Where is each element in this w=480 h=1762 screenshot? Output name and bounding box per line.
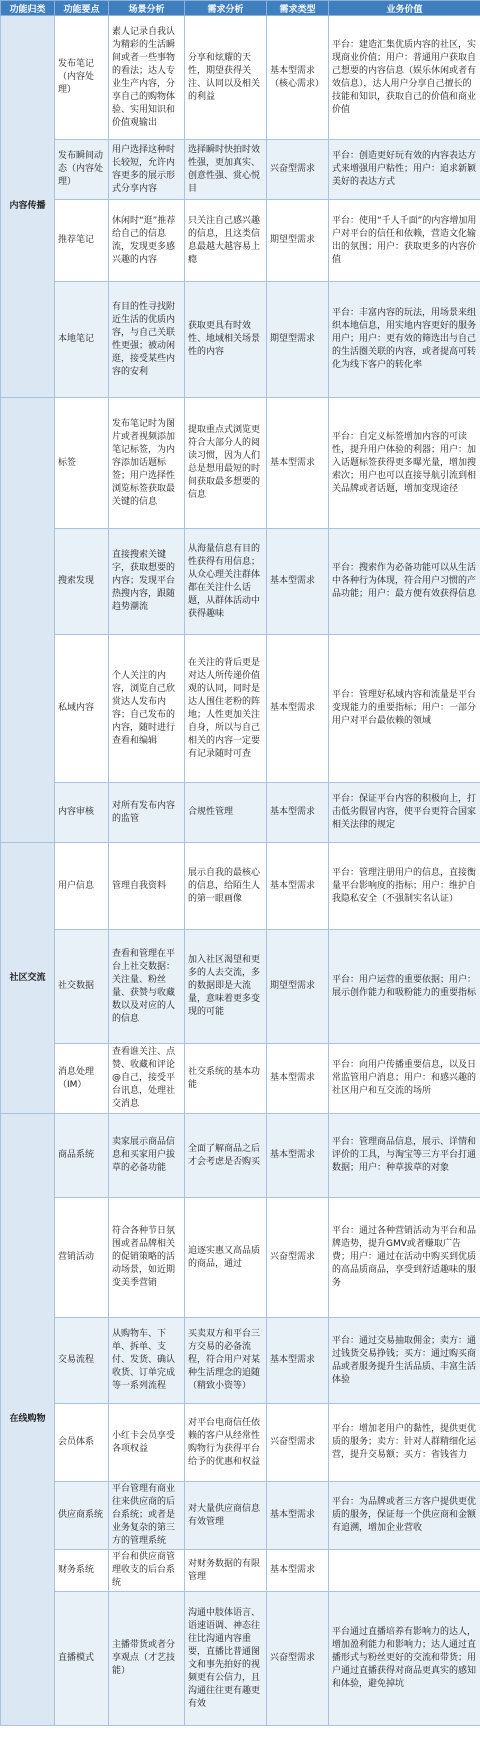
need-cell: 提取重点式浏览更符合大部分人的阅读习惯，因为人们总是想用最短的时间获取最多想要的信息 bbox=[185, 398, 267, 529]
type-cell: 兴奋型需求 bbox=[267, 1404, 329, 1482]
value-cell: 平台：丰富内容的玩法，用场景来组织本地信息，用实地内容更好的服务用户；用户：更有效的筛选出与自己的生活圈关联的内容，或者提高可转化为线下客户的转化率 bbox=[329, 282, 480, 398]
need-cell: 在关注的背后更是对达人所传递价值观的认同，同时是达人围住老粉的阵地；人性更加关注自身，所以与自己相关的内容一定要有记录随时可查 bbox=[185, 635, 267, 783]
header-point: 功能要点 bbox=[55, 1, 109, 16]
need-cell: 加入社区渴望和更多的人去交流，多的数据即是大流量，意味着更多变现的可能 bbox=[185, 930, 267, 1044]
point-cell: 直播模式 bbox=[55, 1592, 109, 1726]
table-row bbox=[1, 635, 480, 783]
type-cell: 基本型需求 bbox=[267, 1550, 329, 1592]
point-cell: 营销活动 bbox=[55, 1198, 109, 1318]
point-cell: 交易流程 bbox=[55, 1318, 109, 1404]
table-row bbox=[1, 200, 480, 282]
point-cell: 私域内容 bbox=[55, 635, 109, 783]
table-row bbox=[1, 1404, 480, 1482]
point-cell: 搜索发现 bbox=[55, 529, 109, 635]
need-cell: 只关注自己感兴趣的信息，且这类信息最越大越容易上瘾 bbox=[185, 200, 267, 282]
table-row bbox=[1, 1482, 480, 1550]
scene-cell: 查看和管理在平台上社交数据：关注量、粉丝量、获赞与收藏数以及对应的人的信息 bbox=[109, 930, 185, 1044]
need-cell: 买卖双方和平台三方交易的必备流程，符合用户对某种生活理念的追随（精致小资等） bbox=[185, 1318, 267, 1404]
header-need: 需求分析 bbox=[185, 1, 267, 16]
value-cell: 平台通过直播培养有影响力的达人，增加盈利能力和影响力；达人通过直播形式与粉丝更好的交流和带货；用户通过直播获得对商品更真实的感知和体验，避免掉坑 bbox=[329, 1592, 480, 1726]
scene-cell: 个人关注的内容，浏览自己欣赏达人发布内容；自己发布的内容，随时进行查看和编辑 bbox=[109, 635, 185, 783]
scene-cell: 有目的性寻找附近生活的优质内容，与自己关联性更强；被动闲逛，接受某些内容的安利 bbox=[109, 282, 185, 398]
type-cell: 基本型需求 bbox=[267, 783, 329, 843]
table-row bbox=[1, 282, 480, 398]
scene-cell: 用户选择这种时长较短，允许内容更多的展示形式分享内容 bbox=[109, 140, 185, 200]
type-cell: 兴奋型需求 bbox=[267, 140, 329, 200]
need-cell: 追逐实惠又高品质的商品，通过 bbox=[185, 1198, 267, 1318]
value-cell: 平台：管理商品信息，展示、详情和评价的工具，与淘宝等三方平台打通数据；用户：种草拔草的对象 bbox=[329, 1114, 480, 1198]
table-row bbox=[1, 398, 480, 529]
table-row bbox=[1, 1044, 480, 1114]
table-row bbox=[1, 1550, 480, 1592]
type-cell: 基本型需求 bbox=[267, 1482, 329, 1550]
scene-cell: 对所有发布内容的监管 bbox=[109, 783, 185, 843]
type-cell: 期望型需求 bbox=[267, 930, 329, 1044]
need-cell: 对平台电商信任依赖的客户从经常性购物行为获得平台给予的优惠和权益 bbox=[185, 1404, 267, 1482]
value-cell: 平台：向用户传播重要信息，以及日常监管用户消息；用户：和感兴趣的社区用户和互交流的场所 bbox=[329, 1044, 480, 1114]
value-cell: 平台：搜索作为必备功能可以从生活中各种行为体现，符合用户习惯的产品功能；用户：最方便有效获得信息 bbox=[329, 529, 480, 635]
header-row bbox=[1, 1, 480, 16]
table-row bbox=[1, 1592, 480, 1726]
point-cell: 内容审核 bbox=[55, 783, 109, 843]
need-cell: 沟通中肢体语言、语速语调、神态往往比沟通内容重要，直播比普通图文和事先拍好的视频更有公信力，且沟通往往更有趣更有效 bbox=[185, 1592, 267, 1726]
value-cell: 平台：建造汇集优质内容的社区，实现商业价值；用户：普通用户获取自己想要的内容信息（娱乐休闲或者有效信息），达人用户分享自己擅长的技能和知识，获取自己的价值和商业价值 bbox=[329, 16, 480, 140]
type-cell: 基本型需求（核心需求） bbox=[267, 16, 329, 140]
scene-cell: 素人记录自我认为精彩的生活瞬间或者一些事物的看法；达人专业生产内容，分享自己的购物体验、实用知识和价值观输出 bbox=[109, 16, 185, 140]
table-row bbox=[1, 140, 480, 200]
need-cell: 对财务数据的有限管理 bbox=[185, 1550, 267, 1592]
table-row bbox=[1, 16, 480, 140]
table-row bbox=[1, 783, 480, 843]
table-row bbox=[1, 529, 480, 635]
table-row bbox=[1, 1114, 480, 1198]
point-cell: 会员体系 bbox=[55, 1404, 109, 1482]
need-cell: 合规性管理 bbox=[185, 783, 267, 843]
scene-cell: 卖家展示商品信息和买家用户拔草的必备功能 bbox=[109, 1114, 185, 1198]
scene-cell: 小红卡会员享受各项权益 bbox=[109, 1404, 185, 1482]
category-cell: 社区交流 bbox=[1, 843, 55, 1114]
table-row bbox=[1, 1198, 480, 1318]
need-cell: 全面了解商品之后才会考虑是否购买 bbox=[185, 1114, 267, 1198]
category-cell bbox=[1, 398, 55, 843]
value-cell: 平台：为品牌或者三方客户提供更优质的服务，保证每一个供应商和金额有追溯，增加企业营收 bbox=[329, 1482, 480, 1550]
point-cell: 发布笔记（内容处理） bbox=[55, 16, 109, 140]
point-cell: 消息处理（IM） bbox=[55, 1044, 109, 1114]
scene-cell: 管理自我资料 bbox=[109, 843, 185, 930]
point-cell: 财务系统 bbox=[55, 1550, 109, 1592]
type-cell: 基本型需求 bbox=[267, 1318, 329, 1404]
scene-cell: 查看谁关注、点赞、收藏和评论@自己，接受平台讯息，处理社交消息 bbox=[109, 1044, 185, 1114]
value-cell: 平台：增加老用户的黏性，提供更优质的服务；卖方：针对人群精细化运营，提升交易额；买方：省钱省力 bbox=[329, 1404, 480, 1482]
value-cell: 平台：创造更好玩有效的内容表达方式来增强用户粘性；用户：追求新颖美好的表达方式 bbox=[329, 140, 480, 200]
scene-cell: 直接搜索关键字，获取想要的内容；发现平台热搜内容，跟随趋势潮流 bbox=[109, 529, 185, 635]
point-cell: 供应商系统 bbox=[55, 1482, 109, 1550]
value-cell: 平台：自定义标签增加内容的可读性，提升用户体验的利器；用户：加入话题标签获得更多曝光量，增加搜索次；用户也可以直接导航引流到相关品牌或者话题，增加变现途径 bbox=[329, 398, 480, 529]
type-cell: 基本型需求 bbox=[267, 529, 329, 635]
type-cell: 基本型需求 bbox=[267, 635, 329, 783]
header-type: 需求类型 bbox=[267, 1, 329, 16]
header-category: 功能归类 bbox=[1, 1, 55, 16]
value-cell bbox=[329, 1550, 480, 1592]
type-cell: 基本型需求 bbox=[267, 398, 329, 529]
table-row bbox=[1, 843, 480, 930]
need-cell: 展示自我的最核心的信息，给陌生人的第一眼画像 bbox=[185, 843, 267, 930]
scene-cell: 从购物车、下单、拆单、支付、发货、确认收货、订单完成等一系列流程 bbox=[109, 1318, 185, 1404]
type-cell: 基本型需求 bbox=[267, 1114, 329, 1198]
value-cell: 平台：通过交易抽取佣金；卖方：通过钱货交易挣钱；买方：通过购买商品或者服务提升生活品质、丰富生活体验 bbox=[329, 1318, 480, 1404]
need-cell: 分享和炫耀的天性，期望获得关注、认同以及相关的利益 bbox=[185, 16, 267, 140]
header-scene: 场景分析 bbox=[109, 1, 185, 16]
value-cell: 平台：通过各种营销活动为平台和品牌造势，提升GMV或者赚取广告费；用户：通过在活动中购买到优质的高品质商品，享受到舒适趣味的服务 bbox=[329, 1198, 480, 1318]
point-cell: 社交数据 bbox=[55, 930, 109, 1044]
point-cell: 推荐笔记 bbox=[55, 200, 109, 282]
scene-cell: 主播带货或者分享观点（才艺技能） bbox=[109, 1592, 185, 1726]
type-cell: 基本型需求 bbox=[267, 843, 329, 930]
table-row bbox=[1, 930, 480, 1044]
value-cell: 平台：使用“千人千面”的内容增加用户对平台的信任和依赖，营造文化输出的氛围；用户：获取更多的内容价值 bbox=[329, 200, 480, 282]
point-cell: 本地笔记 bbox=[55, 282, 109, 398]
type-cell: 兴奋型需求 bbox=[267, 1592, 329, 1726]
value-cell: 平台：管理好私域内容和流量是平台变现能力的重要指标；用户：一部分用户对平台最依赖的领域 bbox=[329, 635, 480, 783]
type-cell: 期望型需求 bbox=[267, 200, 329, 282]
category-cell: 在线购物 bbox=[1, 1114, 55, 1726]
need-cell: 获取更具有时效性、地域相关场景性的内容 bbox=[185, 282, 267, 398]
need-cell: 对大量供应商信息有效管理 bbox=[185, 1482, 267, 1550]
type-cell: 期望型需求 bbox=[267, 282, 329, 398]
scene-cell: 平台和供应商管理收支的后台系统 bbox=[109, 1550, 185, 1592]
point-cell: 标签 bbox=[55, 398, 109, 529]
header-value: 业务价值 bbox=[329, 1, 480, 16]
category-cell: 内容传播 bbox=[1, 16, 55, 398]
need-cell: 从海量信息有目的性获得有用信息；从众心理关注群体都在关注什么话题，从群体活动中获得趣味 bbox=[185, 529, 267, 635]
type-cell: 兴奋型需求 bbox=[267, 1198, 329, 1318]
value-cell: 平台：管理注册用户的信息，直接衡量平台影响度的指标；用户：维护自我隐私安全（不强制实名认证） bbox=[329, 843, 480, 930]
type-cell: 基本型需求 bbox=[267, 1044, 329, 1114]
scene-cell: 符合各种节日氛围或者品牌相关的促销策略的活动场景，如近期变美季营销 bbox=[109, 1198, 185, 1318]
point-cell: 发布瞬间动态（内容处理） bbox=[55, 140, 109, 200]
scene-cell: 发布笔记时为图片或者视频添加笔记标签，为内容添加话题标签；用户选择性浏览标签获取最关键的信息 bbox=[109, 398, 185, 529]
need-cell: 选择瞬时快拍时效性强，更加真实、创意性强、赏心悦目 bbox=[185, 140, 267, 200]
scene-cell: 休闲时“逛”推荐给自己的信息流，发现更多感兴趣的内容 bbox=[109, 200, 185, 282]
point-cell: 用户信息 bbox=[55, 843, 109, 930]
table-body bbox=[1, 16, 480, 1726]
value-cell: 平台：用户运营的重要依据；用户：展示创作能力和吸粉能力的重要指标 bbox=[329, 930, 480, 1044]
need-cell: 社交系统的基本功能 bbox=[185, 1044, 267, 1114]
value-cell: 平台：保证平台内容的积极向上，打击低劣假冒内容，使平台更符合国家相关法律的规定 bbox=[329, 783, 480, 843]
point-cell: 商品系统 bbox=[55, 1114, 109, 1198]
scene-cell: 平台管理有商业往来供应商的后台系统；或者是业务复杂的第三方的管理系统 bbox=[109, 1482, 185, 1550]
table-row bbox=[1, 1318, 480, 1404]
